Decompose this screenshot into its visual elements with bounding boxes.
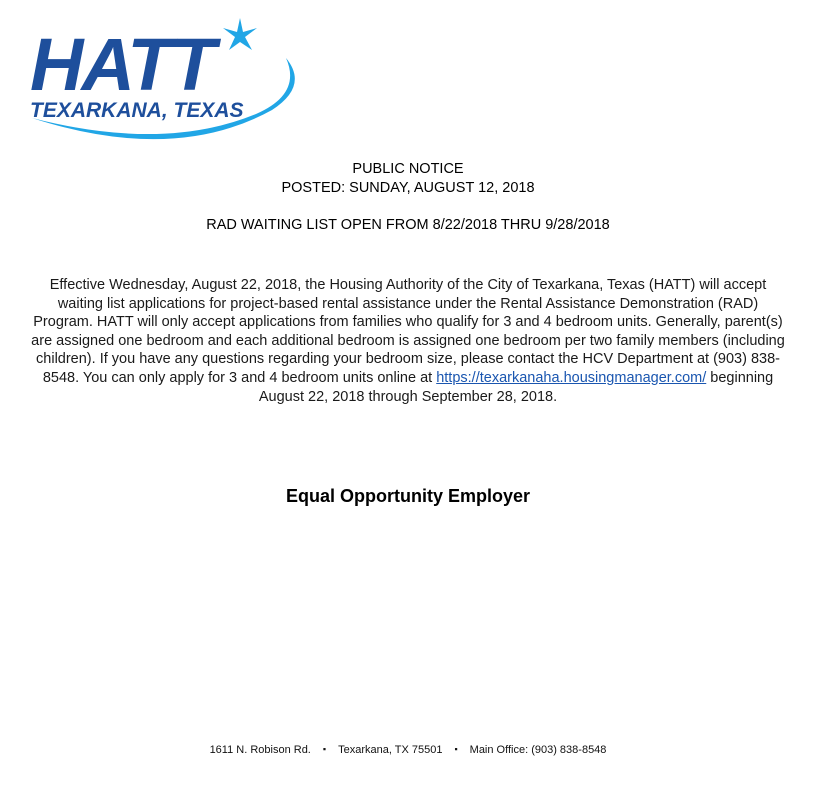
footer-city: Texarkana, TX 75501 <box>338 744 443 756</box>
hatt-logo-graphic <box>24 14 304 144</box>
housing-manager-link[interactable]: https://texarkanaha.housingmanager.com/ <box>436 369 707 386</box>
hatt-logo <box>24 14 304 144</box>
notice-body <box>30 276 786 406</box>
logo-wordmark: HATT <box>30 23 214 106</box>
equal-opportunity-statement: Equal Opportunity Employer <box>285 486 531 506</box>
body-text-after-link: beginning August 22, 2018 through September 28, 2018. <box>258 369 774 405</box>
logo-star-icon <box>223 18 257 50</box>
footer <box>0 742 816 757</box>
body-text-before-link: Effective Wednesday, August 22, 2018, the Housing Authority of the City of Texarkana, Texas (HATT) will accept waiting list applications for project-based rental assistance under the Rental Assistance Demonstration (RAD) Program. HATT will only accept applications from families who qualify for 3 and 4 bedroom units. Generally, parent(s) are assigned one bedroom and each additional bedroom is assigned one bedroom per two family members (including children). If you have any questions regarding your bedroom size, please contact the HCV Department at (903) 838-8548. You can only apply for 3 and 4 bedroom units online at <box>31 277 785 386</box>
posted-date: POSTED: SUNDAY, AUGUST 12, 2018 <box>281 180 535 196</box>
notice-title: PUBLIC NOTICE <box>352 161 464 177</box>
logo-subtitle: TEXARKANA, TEXAS <box>30 99 244 122</box>
footer-separator: ▪ <box>322 744 327 754</box>
footer-address: 1611 N. Robison Rd. <box>209 744 311 756</box>
footer-separator: ▪ <box>454 744 458 754</box>
footer-office-phone: Main Office: (903) 838-8548 <box>469 744 607 756</box>
notice-header <box>0 160 816 198</box>
rad-heading: RAD WAITING LIST OPEN FROM 8/22/2018 THRU 9/28/2018 <box>206 217 610 233</box>
